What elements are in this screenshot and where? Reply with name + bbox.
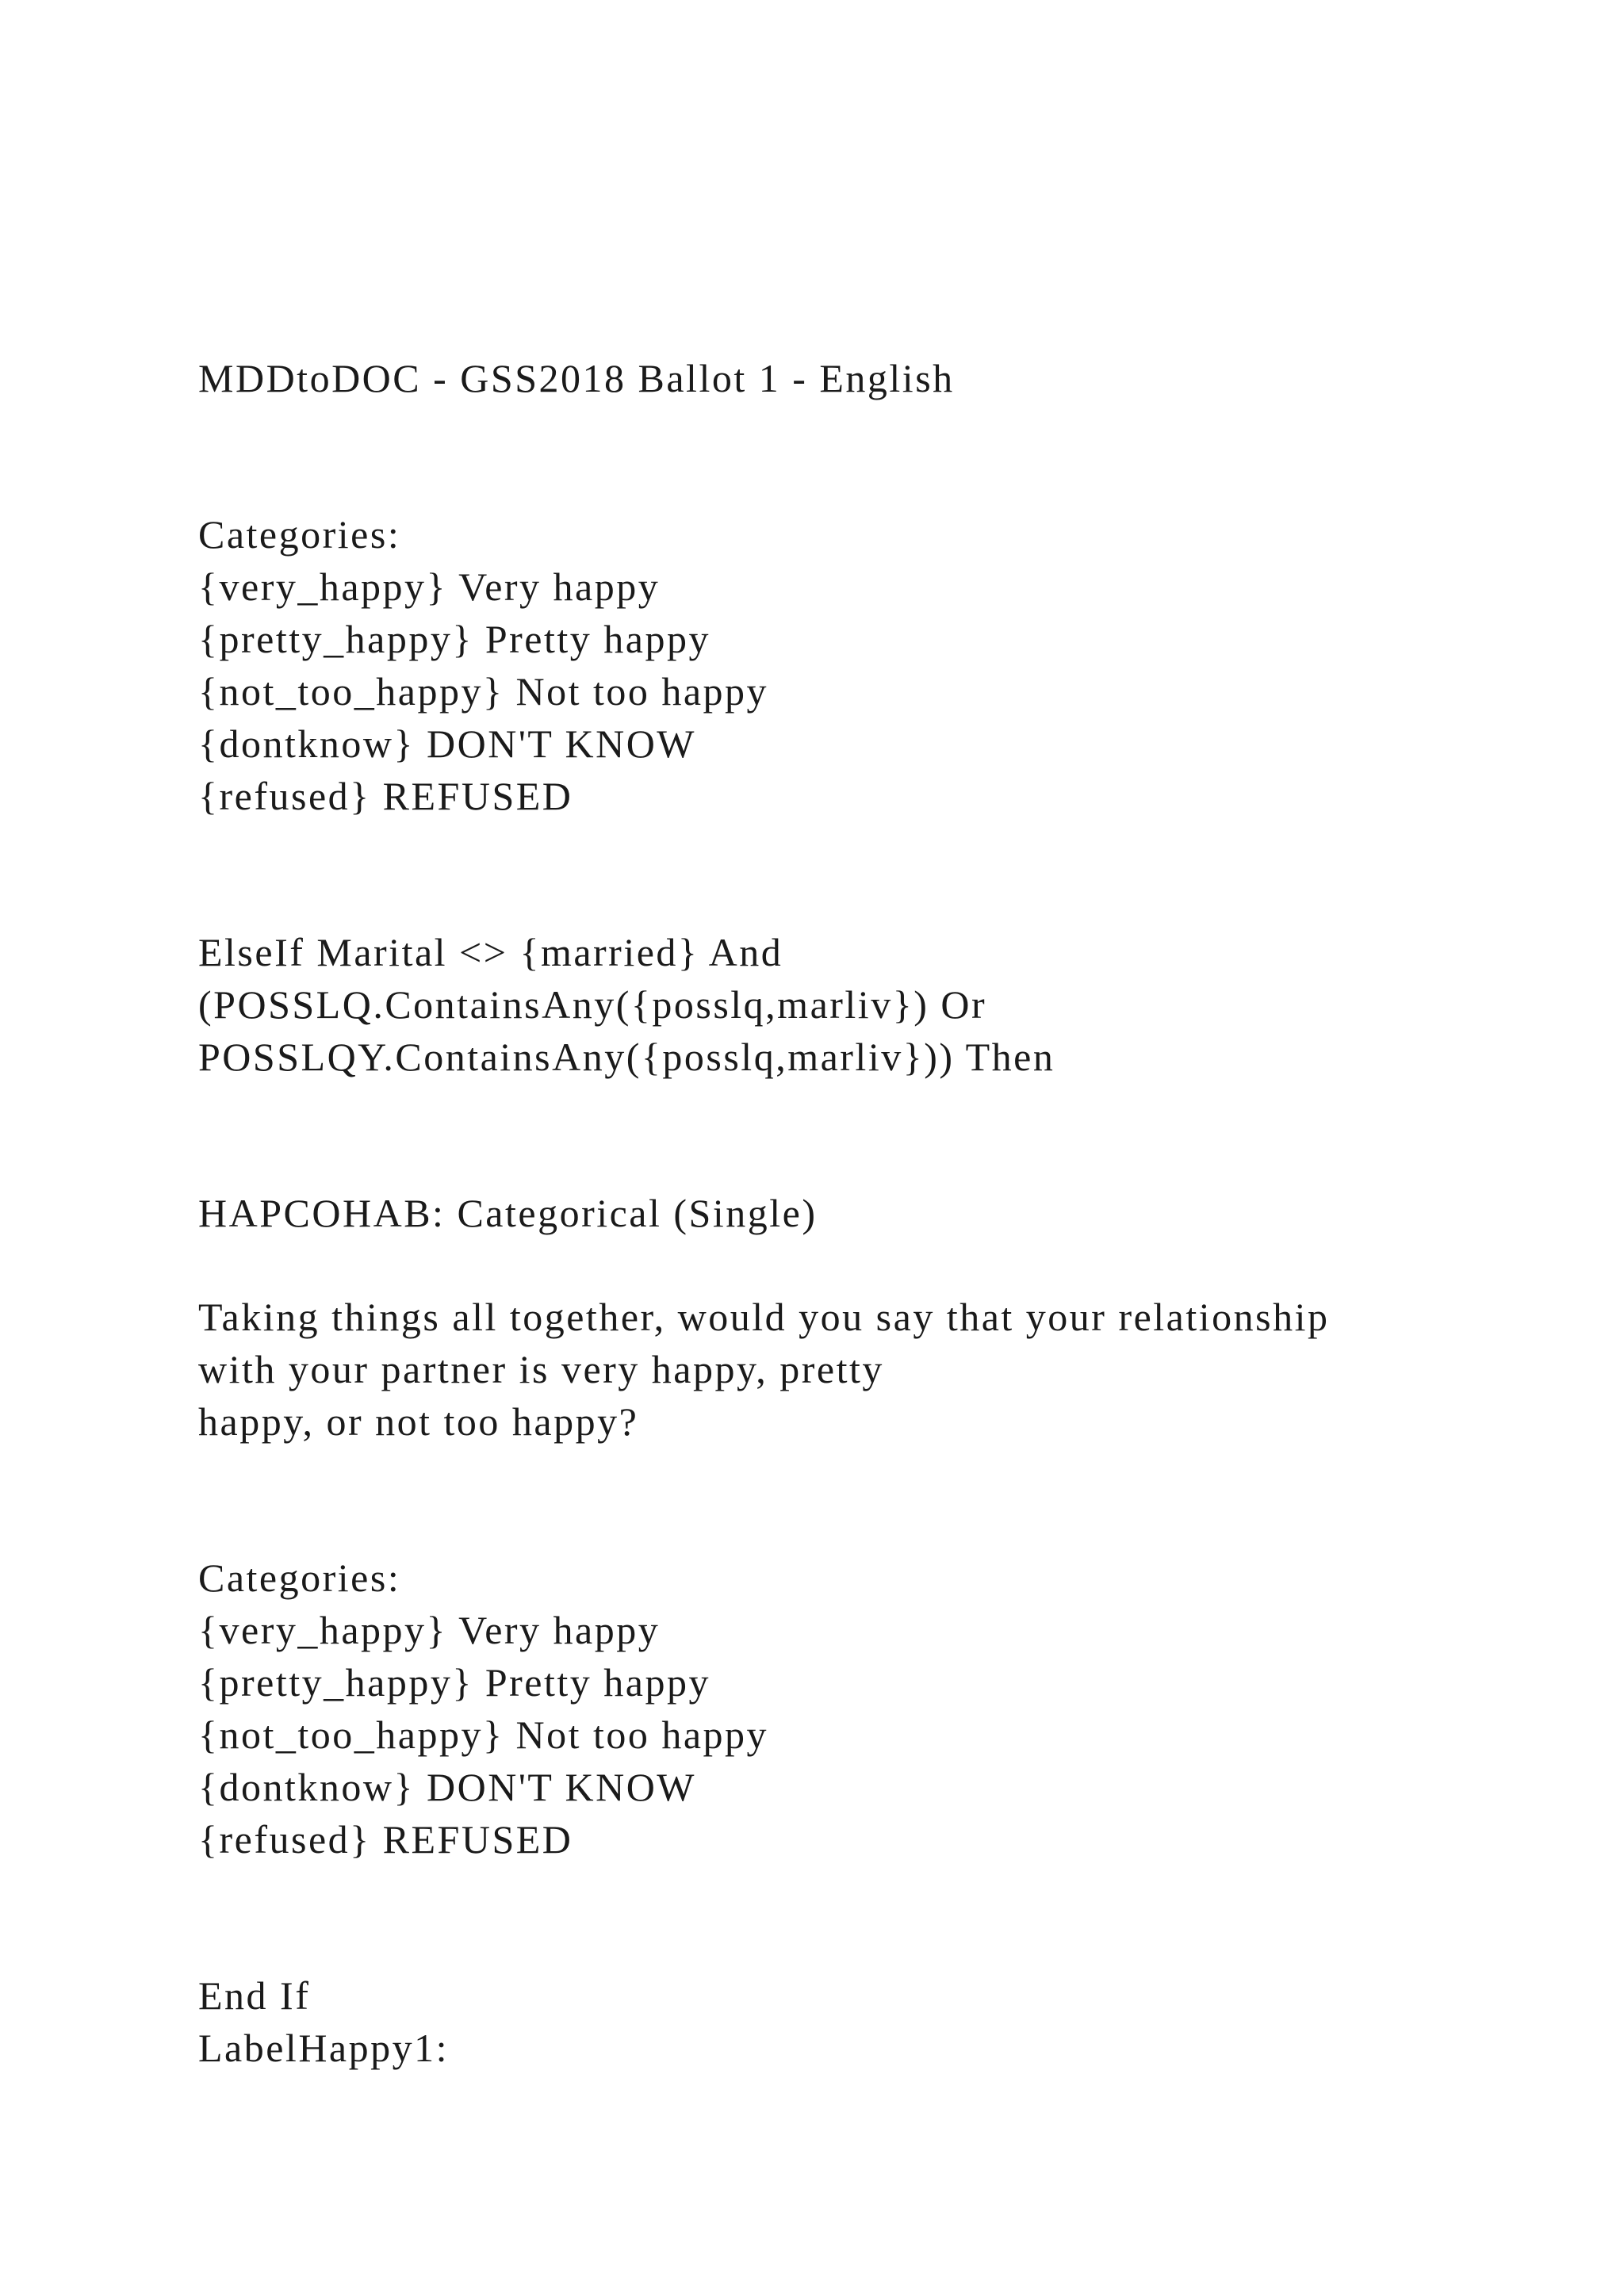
category-item: {dontknow} DON'T KNOW [198,1765,696,1809]
question-text-line: happy, or not too happy? [198,1399,639,1444]
categories-heading: Categories: [198,1556,401,1600]
label-line: LabelHappy1: [198,2026,450,2070]
category-item: {pretty_happy} Pretty happy [198,1660,710,1705]
question-text-line: with your partner is very happy, pretty [198,1347,884,1391]
end-if-line: End If [198,1973,311,2018]
category-item: {not_too_happy} Not too happy [198,1712,769,1757]
question-header: HAPCOHAB: Categorical (Single) [198,1191,818,1235]
category-item: {refused} REFUSED [198,1817,573,1862]
category-item: {not_too_happy} Not too happy [198,669,769,714]
question-text-line: Taking things all together, would you say that your relationship [198,1295,1330,1339]
category-item: {refused} REFUSED [198,774,573,818]
condition-line: ElseIf Marital <> {married} And [198,930,783,974]
category-item: {dontknow} DON'T KNOW [198,721,696,766]
document-title: MDDtoDOC - GSS2018 Ballot 1 - English [198,356,955,400]
categories-heading: Categories: [198,512,401,557]
condition-line: (POSSLQ.ContainsAny({posslq,marliv}) Or [198,982,987,1027]
condition-line: POSSLQY.ContainsAny({posslq,marliv})) Then [198,1035,1055,1079]
category-item: {very_happy} Very happy [198,1608,661,1652]
category-item: {pretty_happy} Pretty happy [198,617,710,661]
category-item: {very_happy} Very happy [198,564,661,609]
